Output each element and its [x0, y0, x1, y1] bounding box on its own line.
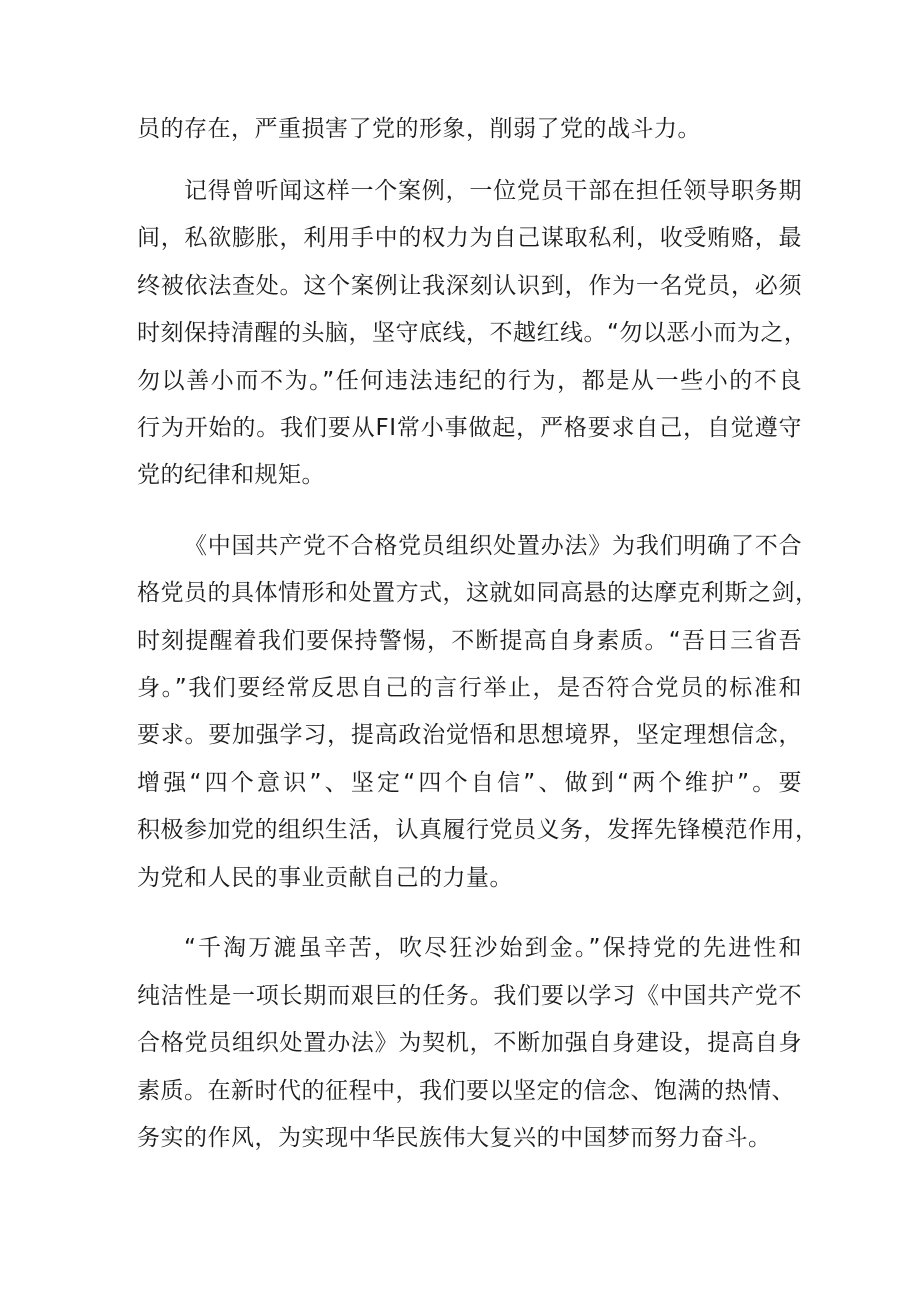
- text-line: 行为开始的。我们要从FI常小事做起，严格要求自己，自觉遵守: [137, 415, 802, 441]
- text-line: 为党和人民的事业贡献自己的力量。: [137, 865, 513, 891]
- text-line: 党的纪律和规矩。: [137, 462, 325, 488]
- text-line: 终被依法查处。这个案例让我深刻认识到，作为一名党员，必须: [137, 273, 802, 299]
- text-line: 间，私欲膨胀，利用手中的权力为自己谋取私利，收受贿赂，最: [137, 225, 802, 251]
- text-line: 时刻保持清醒的头脑，坚守底线，不越红线。“勿以恶小而为之，: [137, 320, 808, 346]
- text-line: 积极参加党的组织生活，认真履行党员义务，发挥先锋模范作用，: [137, 817, 819, 843]
- text-line: 合格党员组织处置办法》为契机，不断加强自身建设，提高自身: [137, 1030, 802, 1056]
- text-line: 员的存在，严重损害了党的形象，削弱了党的战斗力。: [137, 116, 701, 142]
- text-line: 务实的作风，为实现中华民族伟大复兴的中国梦而努力奋斗。: [137, 1125, 772, 1151]
- text-line: 素质。在新时代的征程中，我们要以坚定的信念、饱满的热情、: [137, 1078, 795, 1104]
- text-line: 勿以善小而不为。”任何违法违纪的行为，都是从一些小的不良: [137, 368, 802, 394]
- text-line: “千淘万漉虽辛苦，吹尽狂沙始到金。”保持党的先进性和: [184, 935, 802, 961]
- text-line: 格党员的具体情形和处置方式，这就如同高悬的达摩克利斯之剑，: [137, 580, 819, 606]
- text-line: 记得曾听闻这样一个案例，一位党员干部在担任领导职务期: [184, 178, 802, 204]
- text-line: 要求。要加强学习，提高政治觉悟和思想境界，坚定理想信念，: [137, 722, 802, 748]
- text-line: 增强“四个意识”、坚定“四个自信”、做到“两个维护”。要: [137, 770, 802, 796]
- text-line: 身。”我们要经常反思自己的言行举止，是否符合党员的标准和: [137, 675, 802, 701]
- text-line: 时刻提醒着我们要保持警惕，不断提高自身素质。“吾日三省吾: [137, 628, 802, 654]
- text-line: 《中国共产党不合格党员组织处置办法》为我们明确了不合: [184, 533, 802, 559]
- text-line: 纯洁性是一项长期而艰巨的任务。我们要以学习《中国共产党不: [137, 983, 802, 1009]
